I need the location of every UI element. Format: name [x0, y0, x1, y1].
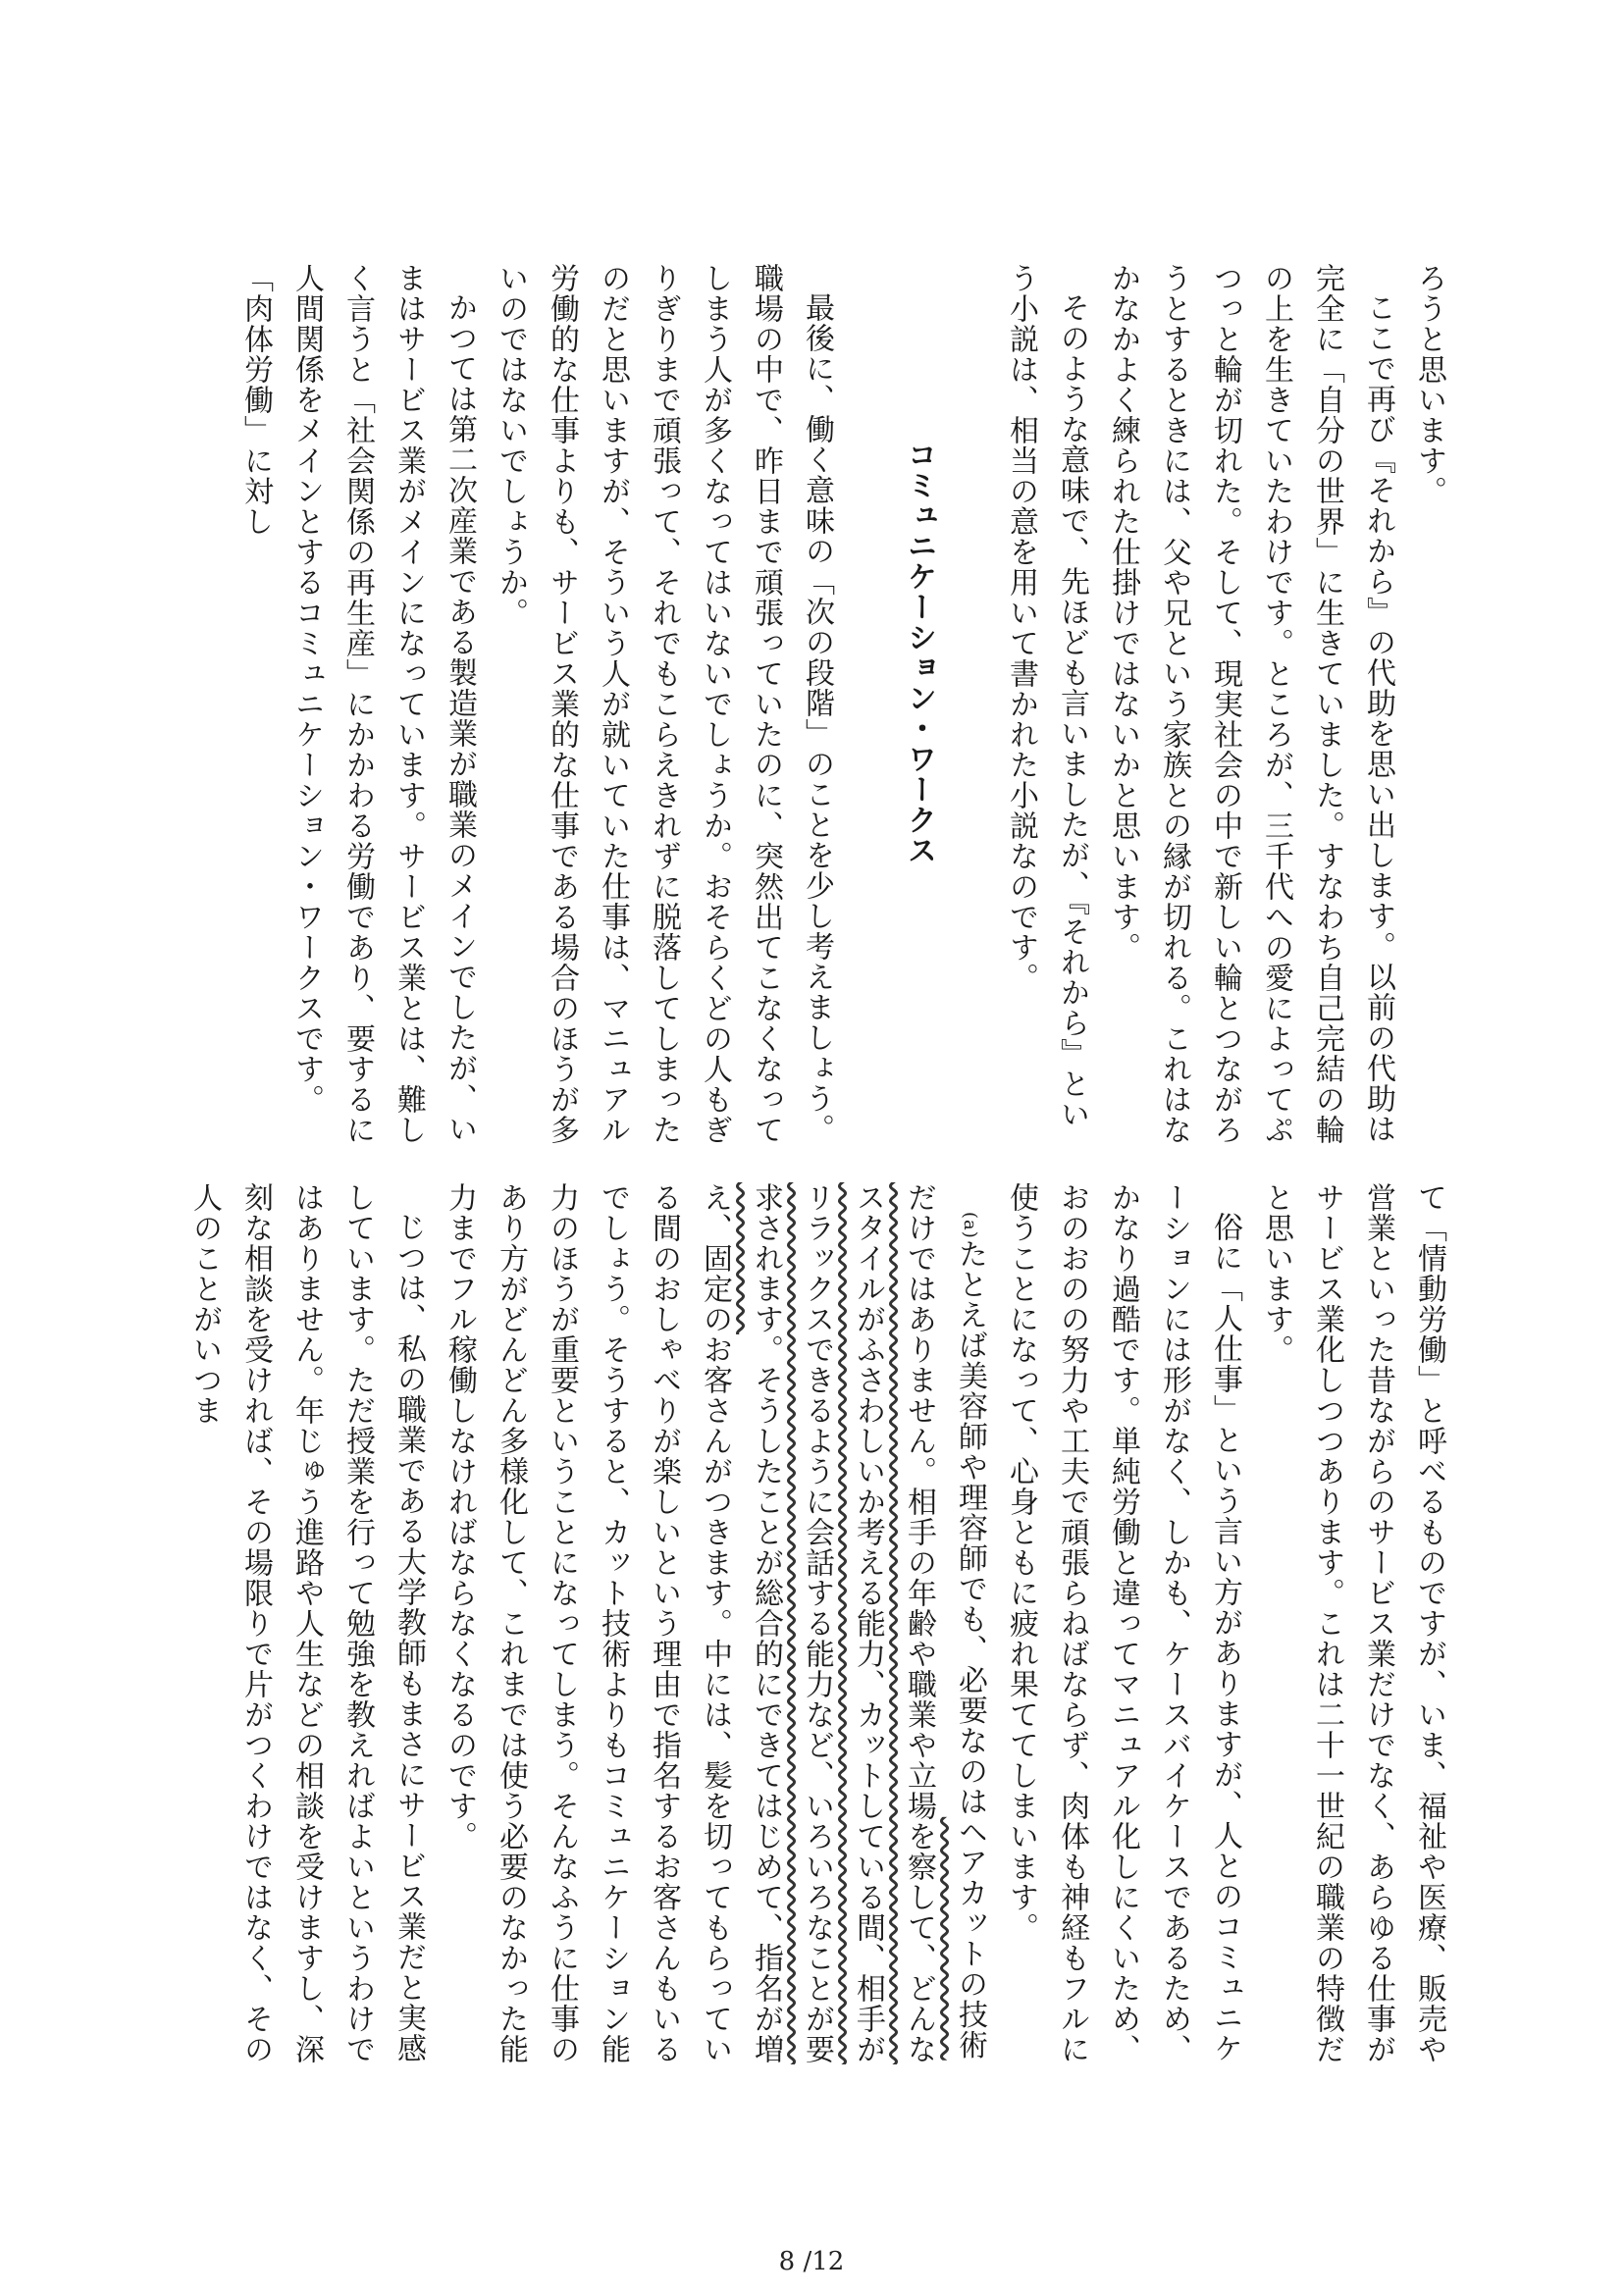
text-run: たとえば美容師や理容師でも、必要なのは — [953, 1238, 987, 1817]
paragraph: かつては第二次産業である製造業が職業のメインでしたが、いまはサービス業がメインになっています。サービス業とは、難しく言うと「社会関係の再生産」にかかわる労働であり、要するに人間関係をメインとするコミュニケーション・ワークスです。「肉体労働」に対し — [238, 263, 477, 1145]
section-heading: コミュニケーション・ワークス — [902, 440, 936, 865]
paragraph-with-annotation — [434, 1182, 995, 2075]
text-run: 。そうしたことが総合的にできてはじめて、指名が増え、固定のお客さんがつきます。中には、髪を切ってもらっている間のおしゃべりが楽しいという理由で指名するお客さんもいるでしょう。そうすると、カット技術よりもコミュニケーション能力のほうが重要ということになってしまう。そんなふうに仕事のあり方がどんどん多様化して、これまでは使う必要のなかった能力までフル稼働しなければならなくなるのです。 — [443, 1182, 783, 2064]
upper-text-block — [169, 263, 1454, 1156]
page-number: 8 /12 — [778, 2247, 845, 2276]
paragraph: 最後に、働く意味の「次の段階」のことを少し考えましょう。職場の中で、昨日まで頑張っていたのに、突然出てこなくなってしまう人が多くなってはいないでしょうか。おそらくどの人もぎりぎりまで頑張って、それでもこらえきれずに脱落してしまったのだと思いますが、そういう人が就いていた仕事は、マニュアル労働的な仕事よりも、サービス業的な仕事である場合のほうが多いのではないでしょうか。 — [494, 263, 834, 1145]
paragraph: ここで再び『それから』の代助を思い出します。以前の代助は完全に「自分の世界」に生きていました。すなわち自己完結の輪の上を生きていたわけです。ところが、三千代への愛によってぷつっと輪が切れた。そして、現実社会の中で新しい輪とつながろうとするときには、父や兄という家族との縁が切れる。これはなかなかよく練られた仕掛けではないかと思います。 — [1106, 263, 1395, 1145]
paragraph: ろうと思います。 — [1412, 263, 1446, 506]
annotation-marker: (a) — [960, 1212, 980, 1239]
wavy-underlined-text: ヘアカットの技術だけではありません。相手の年齢や職業や立場を察して、どんなスタイルがふさわしいか考える能力、カットしている間、相手がリラックスできるように会話する能力など、いろいろなことが要求されます — [749, 1182, 987, 2064]
paragraph: そのような意味で、先ほども言いましたが、『それから』という小説は、相当の意を用いて書かれた小説なのです。 — [1004, 263, 1089, 1129]
paragraph: じつは、私の職業である大学教師もまさにサービス業だと実感しています。ただ授業を行って勉強を教えればよいというわけではありません。年じゅう進路や人生などの相談を受けますし、深刻な相談を受ければ、その場限りで片がつくわけではなく、その人のことがいつま — [187, 1182, 426, 2064]
paragraph: て「情動労働」と呼べるものですが、いま、福祉や医療、販売や営業といった昔ながらのサービス業だけでなく、あらゆる仕事がサービス業化しつつあります。これは二十一世紀の職業の特徴だと思います。 — [1259, 1182, 1446, 2064]
lower-text-block — [169, 1182, 1454, 2075]
paragraph: 俗に「人仕事」という言い方がありますが、人とのコミュニケーションには形がなく、しかも、ケースバイケースであるため、かなり過酷です。単純労働と違ってマニュアル化しにくいため、おのおのの努力や工夫で頑張らねばならず、肉体も神経もフルに使うことになって、心身ともに疲れ果ててしまいます。 — [1004, 1182, 1242, 2064]
